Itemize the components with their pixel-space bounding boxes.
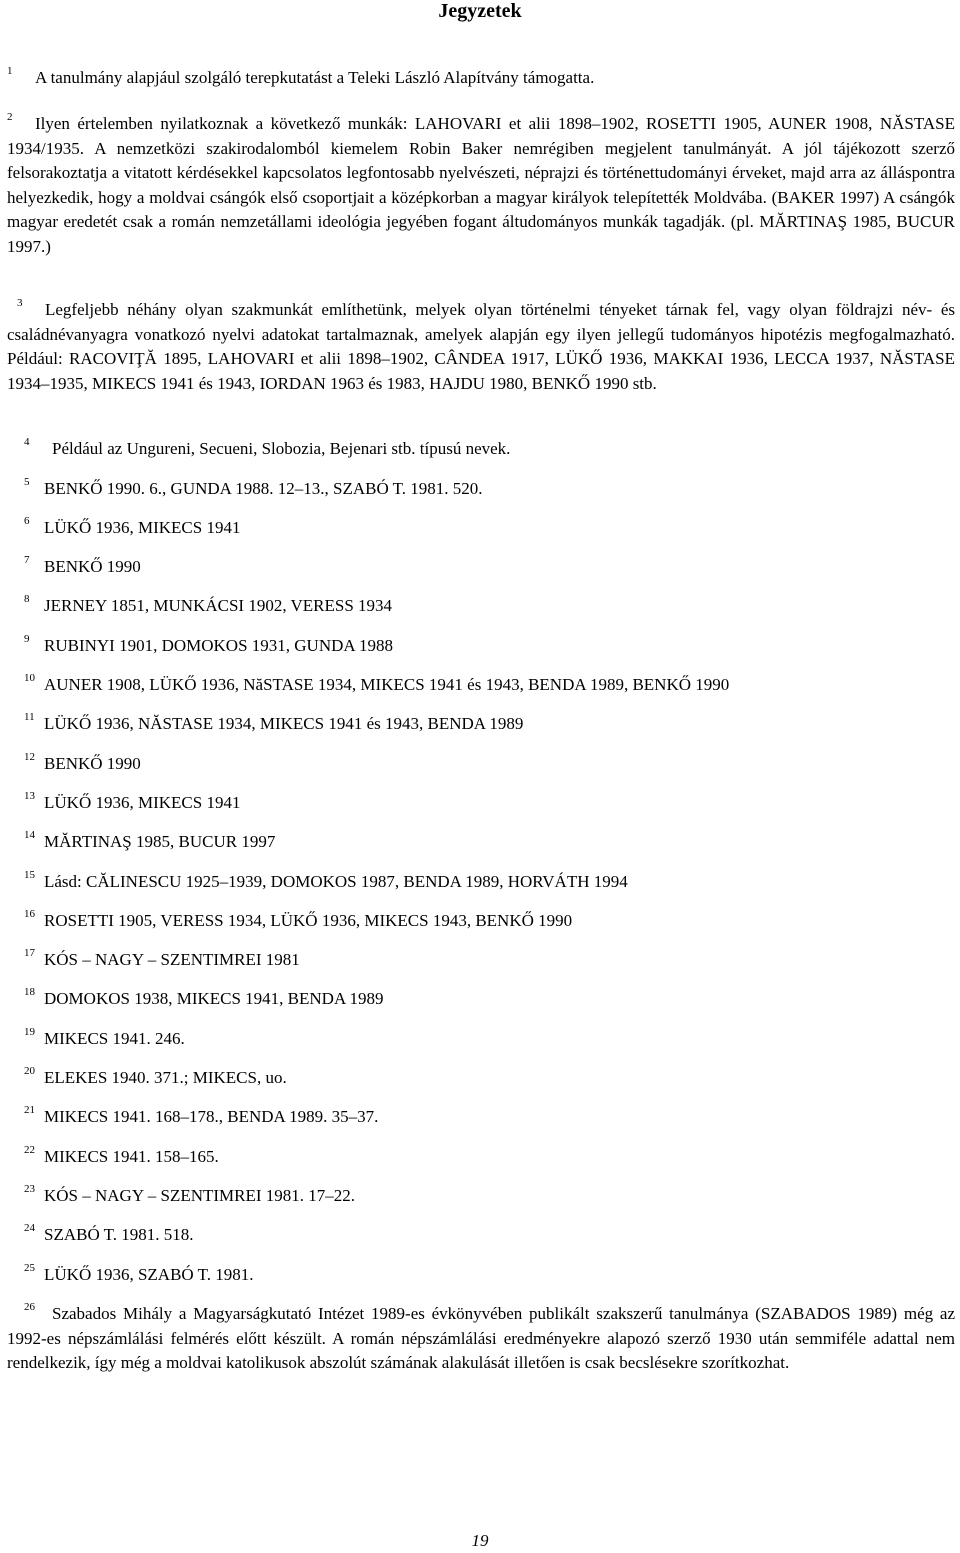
footnote-text: MIKECS 1941. 246. bbox=[44, 1029, 185, 1048]
footnote-2 bbox=[7, 112, 955, 259]
footnote-24 bbox=[7, 1223, 955, 1248]
footnote-text: MĂRTINAŞ 1985, BUCUR 1997 bbox=[44, 832, 276, 851]
footnote-21 bbox=[7, 1105, 955, 1130]
footnote-8 bbox=[7, 594, 955, 619]
footnote-number: 17 bbox=[24, 947, 35, 960]
footnote-number: 18 bbox=[24, 986, 35, 999]
footnote-number: 6 bbox=[24, 515, 30, 528]
footnote-text: Például az Ungureni, Secueni, Slobozia, Bejenari stb. típusú nevek. bbox=[52, 439, 511, 458]
footnote-number: 25 bbox=[24, 1262, 35, 1275]
footnote-number: 5 bbox=[24, 476, 30, 489]
footnote-10 bbox=[7, 673, 955, 698]
footnote-number: 9 bbox=[24, 633, 30, 646]
footnote-20 bbox=[7, 1066, 955, 1091]
footnote-text: SZABÓ T. 1981. 518. bbox=[44, 1225, 194, 1244]
footnote-26 bbox=[7, 1302, 955, 1376]
page-title: Jegyzetek bbox=[438, 0, 522, 22]
footnote-text: AUNER 1908, LÜKŐ 1936, NăSTASE 1934, MIKECS 1941 és 1943, BENDA 1989, BENKŐ 1990 bbox=[44, 675, 730, 694]
footnote-text: ELEKES 1940. 371.; MIKECS, uo. bbox=[44, 1068, 287, 1087]
footnote-text: BENKŐ 1990 bbox=[44, 557, 141, 576]
footnote-7 bbox=[7, 555, 955, 580]
footnote-number: 21 bbox=[24, 1104, 35, 1117]
footnote-14 bbox=[7, 830, 955, 855]
footnote-1 bbox=[7, 66, 955, 91]
footnote-6 bbox=[7, 516, 955, 541]
footnote-18 bbox=[7, 987, 955, 1012]
footnote-text: BENKŐ 1990. 6., GUNDA 1988. 12–13., SZABÓ T. 1981. 520. bbox=[44, 479, 483, 498]
footnote-text: RUBINYI 1901, DOMOKOS 1931, GUNDA 1988 bbox=[44, 636, 393, 655]
footnote-number: 19 bbox=[24, 1026, 35, 1039]
footnote-number: 3 bbox=[17, 297, 23, 310]
footnote-16 bbox=[7, 909, 955, 934]
footnote-4 bbox=[7, 437, 955, 462]
footnote-text: JERNEY 1851, MUNKÁCSI 1902, VERESS 1934 bbox=[44, 596, 393, 615]
footnote-12 bbox=[7, 752, 955, 777]
footnote-text: MIKECS 1941. 168–178., BENDA 1989. 35–37. bbox=[44, 1107, 379, 1126]
footnote-number: 24 bbox=[24, 1222, 35, 1235]
footnote-number: 23 bbox=[24, 1183, 35, 1196]
footnote-text: Legfeljebb néhány olyan szakmunkát említhetünk, melyek olyan történelmi tényeket tárnak fel, vagy olyan földrajzi név- és családnévanyagra vonatkozó nyelvi adatokat tartalmaznak, amelyek alapján egy ilyen jellegű tudományos hipotézis megfogalmazható. Például: RACOVIŢĂ 1895, LAHOVARI et alii 1898–1902, CÂNDEA 1917, LÜKŐ 1936, MAKKAI 1936, LECCA 1937, NĂSTASE 1934–1935, MIKECS 1941 és 1943, IORDAN 1963 és 1983, HAJDU 1980, BENKŐ 1990 stb. bbox=[7, 300, 955, 393]
footnote-number: 8 bbox=[24, 593, 30, 606]
footnote-text: LÜKŐ 1936, MIKECS 1941 bbox=[44, 793, 241, 812]
footnote-text: ROSETTI 1905, VERESS 1934, LÜKŐ 1936, MIKECS 1943, BENKŐ 1990 bbox=[44, 911, 573, 930]
footnote-9 bbox=[7, 634, 955, 659]
footnote-number: 1 bbox=[7, 65, 13, 78]
footnote-text: LÜKŐ 1936, MIKECS 1941 bbox=[44, 518, 241, 537]
footnote-number: 16 bbox=[24, 908, 35, 921]
footnote-text: Szabados Mihály a Magyarságkutató Intézet 1989-es évkönyvében publikált szakszerű tanulmánya (SZABADOS 1989) még az 1992-es népszámlálási felmérés előtt készült. A román népszámlálási eredményekre alapozó szerző 1930 után semmiféle adattal nem rendelkezik, így még a moldvai katolikusok abszolút számának alakulását illetően is csak becslésekre szorítkozhat. bbox=[7, 1304, 955, 1372]
footnote-number: 4 bbox=[24, 436, 30, 449]
footnote-number: 22 bbox=[24, 1144, 35, 1157]
footnote-19 bbox=[7, 1027, 955, 1052]
footnote-text: BENKŐ 1990 bbox=[44, 754, 141, 773]
footnote-text: MIKECS 1941. 158–165. bbox=[44, 1147, 219, 1166]
footnote-number: 14 bbox=[24, 829, 35, 842]
footnote-11 bbox=[7, 712, 955, 737]
footnote-text: Ilyen értelemben nyilatkoznak a következő munkák: LAHOVARI et alii 1898–1902, ROSETTI 1905, AUNER 1908, NĂSTASE 1934/1935. A nemzetközi szakirodalomból kiemelem Robin Baker nemrégiben megjelent tanulmányát. A jól tájékozott szerző felsorakoztatja a vitatott kérdésekkel kapcsolatos legfontosabb nyelvészeti, néprajzi és történettudományi érveket, majd arra az álláspontra helyezkedik, hogy a moldvai csángók első csoportjait a középkorban a magyar királyok telepítették Moldvába. (BAKER 1997) A csángók magyar eredetét csak a román nemzetállami ideológia jegyében fogant áltudományos munkák tagadják. (pl. MĂRTINAŞ 1985, BUCUR 1997.) bbox=[7, 114, 955, 256]
footnote-text: LÜKŐ 1936, NĂSTASE 1934, MIKECS 1941 és 1943, BENDA 1989 bbox=[44, 714, 524, 733]
footnote-number: 20 bbox=[24, 1065, 35, 1078]
footnote-3 bbox=[7, 298, 955, 396]
page-number: 19 bbox=[471, 1531, 489, 1550]
footnote-text: A tanulmány alapjául szolgáló terepkutatást a Teleki László Alapítvány támogatta. bbox=[35, 68, 595, 87]
footnote-25 bbox=[7, 1263, 955, 1288]
footnote-text: KÓS – NAGY – SZENTIMREI 1981. 17–22. bbox=[44, 1186, 356, 1205]
footnote-number: 13 bbox=[24, 790, 35, 803]
footnote-text: LÜKŐ 1936, SZABÓ T. 1981. bbox=[44, 1265, 254, 1284]
footnote-22 bbox=[7, 1145, 955, 1170]
footnote-15 bbox=[7, 870, 955, 895]
footnote-text: DOMOKOS 1938, MIKECS 1941, BENDA 1989 bbox=[44, 989, 384, 1008]
footnote-text: Lásd: CĂLINESCU 1925–1939, DOMOKOS 1987, BENDA 1989, HORVÁTH 1994 bbox=[44, 872, 628, 891]
footnote-17 bbox=[7, 948, 955, 973]
footnote-23 bbox=[7, 1184, 955, 1209]
footnote-number: 11 bbox=[24, 711, 35, 724]
footnote-number: 2 bbox=[7, 111, 13, 124]
footnote-number: 10 bbox=[24, 672, 35, 685]
footnote-5 bbox=[7, 477, 955, 502]
footnote-text: KÓS – NAGY – SZENTIMREI 1981 bbox=[44, 950, 300, 969]
footnote-number: 15 bbox=[24, 869, 35, 882]
footnote-number: 12 bbox=[24, 751, 35, 764]
footnote-number: 7 bbox=[24, 554, 30, 567]
footnote-13 bbox=[7, 791, 955, 816]
footnote-number: 26 bbox=[24, 1301, 35, 1314]
